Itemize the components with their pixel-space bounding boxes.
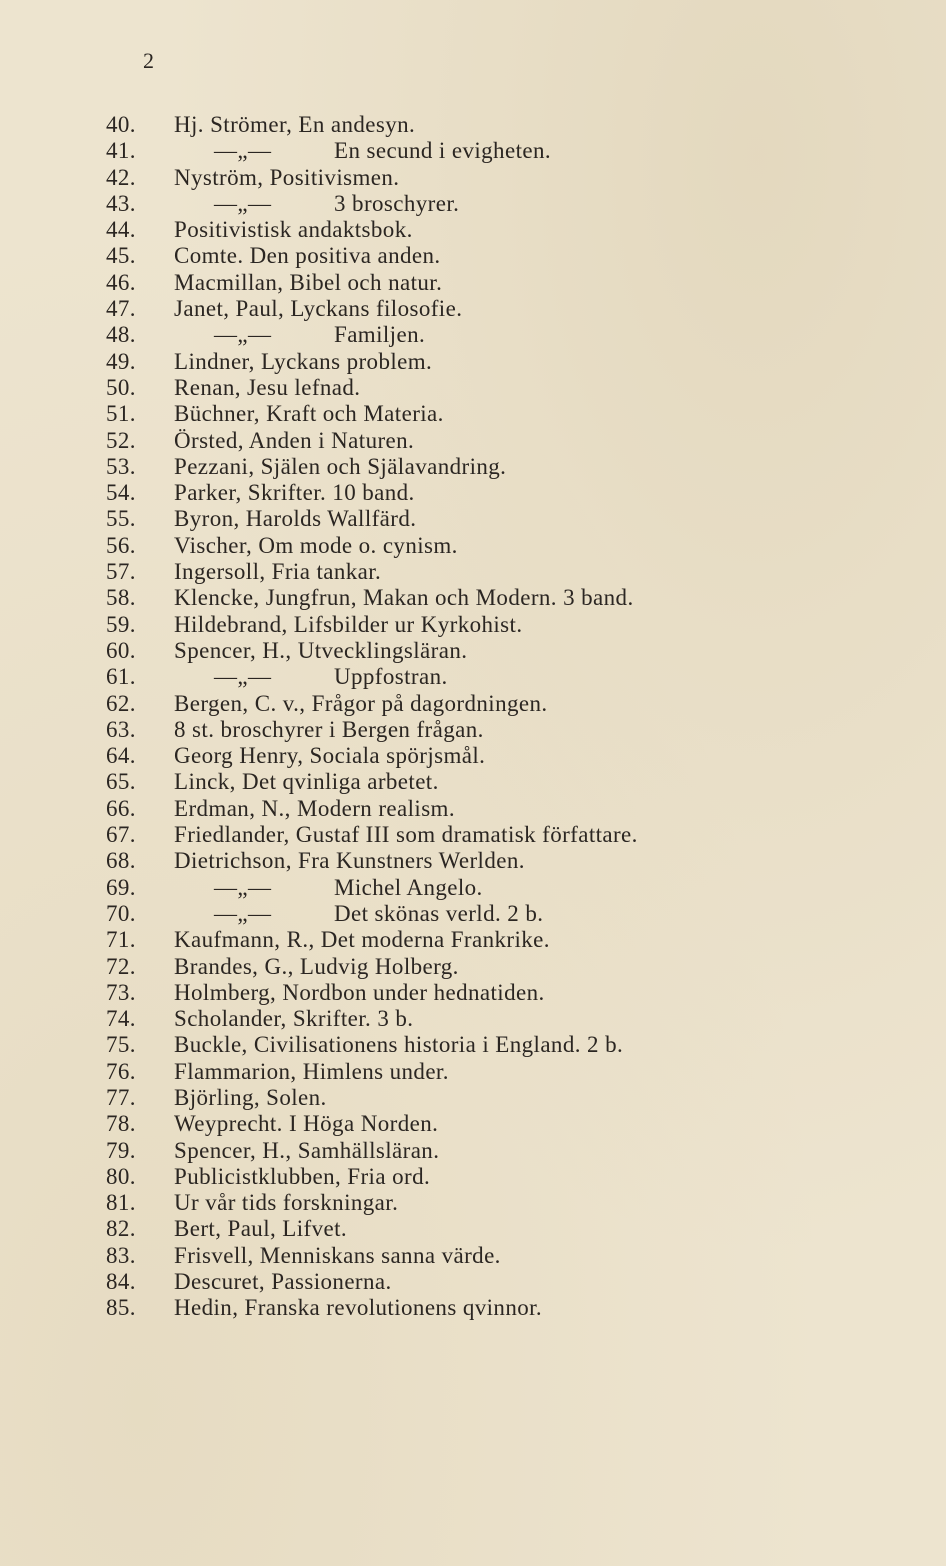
ditto-mark: —„— <box>214 190 272 216</box>
item-title: Weyprecht. I Höga Norden. <box>174 1111 439 1137</box>
page-number: 2 <box>143 48 154 73</box>
list-item <box>106 1032 638 1058</box>
ditto-mark: —„— <box>214 322 272 348</box>
item-number: 70. <box>106 900 136 926</box>
item-title: Parker, Skrifter. 10 band. <box>174 480 415 506</box>
item-number: 76. <box>106 1058 136 1084</box>
item-number: 84. <box>106 1269 136 1295</box>
item-number: 58. <box>106 585 136 611</box>
item-title: Bert, Paul, Lifvet. <box>174 1216 348 1242</box>
item-title: Nyström, Positivismen. <box>174 164 400 190</box>
item-title: 8 st. broschyrer i Bergen frågan. <box>174 716 484 742</box>
book-list <box>106 112 638 1322</box>
item-number: 46. <box>106 269 136 295</box>
ditto-mark: —„— <box>214 900 272 926</box>
list-item <box>106 1216 638 1242</box>
list-item <box>106 875 638 901</box>
item-title: Byron, Harolds Wallfärd. <box>174 506 417 532</box>
list-item <box>106 927 638 953</box>
list-item <box>106 533 638 559</box>
item-number: 65. <box>106 769 136 795</box>
list-item <box>106 1085 638 1111</box>
item-number: 63. <box>106 716 136 742</box>
list-item <box>106 270 638 296</box>
item-number: 44. <box>106 217 136 243</box>
item-number: 41. <box>106 138 136 164</box>
list-item <box>106 322 638 348</box>
list-item <box>106 638 638 664</box>
item-title: Spencer, H., Utvecklingsläran. <box>174 637 468 663</box>
list-item <box>106 165 638 191</box>
item-number: 43. <box>106 190 136 216</box>
list-item <box>106 1111 638 1137</box>
item-number: 83. <box>106 1242 136 1268</box>
item-title: Erdman, N., Modern realism. <box>174 795 455 821</box>
item-number: 74. <box>106 1006 136 1032</box>
list-item <box>106 980 638 1006</box>
item-number: 80. <box>106 1163 136 1189</box>
item-number: 78. <box>106 1111 136 1137</box>
list-item <box>106 1006 638 1032</box>
item-title: Spencer, H., Samhällsläran. <box>174 1137 440 1163</box>
item-title: Ingersoll, Fria tankar. <box>174 559 382 585</box>
ditto-mark: —„— <box>214 138 272 164</box>
item-number: 51. <box>106 401 136 427</box>
item-title: Ur vår tids forskningar. <box>174 1190 399 1216</box>
list-item <box>106 901 638 927</box>
list-item <box>106 243 638 269</box>
list-item <box>106 585 638 611</box>
list-item <box>106 612 638 638</box>
list-item <box>106 401 638 427</box>
item-title: Renan, Jesu lefnad. <box>174 374 361 400</box>
item-number: 47. <box>106 296 136 322</box>
list-item <box>106 349 638 375</box>
list-item <box>106 717 638 743</box>
item-title: Flammarion, Himlens under. <box>174 1058 449 1084</box>
item-title: Comte. Den positiva anden. <box>174 243 441 269</box>
list-item <box>106 112 638 138</box>
item-number: 52. <box>106 427 136 453</box>
item-title: En secund i evigheten. <box>334 138 552 164</box>
item-title: Hildebrand, Lifsbilder ur Kyrkohist. <box>174 611 523 637</box>
item-title: Vischer, Om mode o. cynism. <box>174 532 458 558</box>
item-title: Buckle, Civilisationens historia i England. 2 b. <box>174 1032 624 1058</box>
item-number: 62. <box>106 690 136 716</box>
item-title: Kaufmann, R., Det moderna Frankrike. <box>174 927 550 953</box>
list-item <box>106 428 638 454</box>
list-item <box>106 664 638 690</box>
item-title: Publicistklubben, Fria ord. <box>174 1163 431 1189</box>
item-title: Janet, Paul, Lyckans filosofie. <box>174 296 463 322</box>
item-number: 50. <box>106 374 136 400</box>
list-item <box>106 743 638 769</box>
item-title: Pezzani, Själen och Själavandring. <box>174 453 507 479</box>
item-number: 68. <box>106 848 136 874</box>
list-item <box>106 1295 638 1321</box>
item-number: 71. <box>106 927 136 953</box>
list-item <box>106 506 638 532</box>
item-number: 77. <box>106 1084 136 1110</box>
list-item <box>106 1059 638 1085</box>
list-item <box>106 138 638 164</box>
item-title: Dietrichson, Fra Kunstners Werlden. <box>174 848 525 874</box>
list-item <box>106 375 638 401</box>
item-number: 59. <box>106 611 136 637</box>
list-item <box>106 1269 638 1295</box>
item-number: 81. <box>106 1190 136 1216</box>
item-title: Macmillan, Bibel och natur. <box>174 269 443 295</box>
list-item <box>106 1190 638 1216</box>
item-title: Uppfostran. <box>334 664 448 690</box>
item-number: 45. <box>106 243 136 269</box>
item-title: Georg Henry, Sociala spörjsmål. <box>174 743 486 769</box>
item-number: 57. <box>106 559 136 585</box>
list-item <box>106 954 638 980</box>
item-number: 61. <box>106 664 136 690</box>
item-number: 67. <box>106 822 136 848</box>
item-number: 54. <box>106 480 136 506</box>
item-number: 85. <box>106 1295 136 1321</box>
item-title: Örsted, Anden i Naturen. <box>174 427 415 453</box>
item-title: Scholander, Skrifter. 3 b. <box>174 1006 414 1032</box>
item-number: 69. <box>106 874 136 900</box>
item-title: Positivistisk andaktsbok. <box>174 217 413 243</box>
item-number: 66. <box>106 795 136 821</box>
item-title: Brandes, G., Ludvig Holberg. <box>174 953 459 979</box>
list-item <box>106 1164 638 1190</box>
item-number: 42. <box>106 164 136 190</box>
list-item <box>106 691 638 717</box>
item-title: Björling, Solen. <box>174 1084 327 1110</box>
item-title: 3 broschyrer. <box>334 190 460 216</box>
list-item <box>106 1138 638 1164</box>
list-item <box>106 1243 638 1269</box>
item-title: Holmberg, Nordbon under hednatiden. <box>174 979 545 1005</box>
item-number: 40. <box>106 112 136 137</box>
item-number: 49. <box>106 348 136 374</box>
item-title: Familjen. <box>334 322 426 348</box>
item-number: 53. <box>106 453 136 479</box>
item-title: Hj. Strömer, En andesyn. <box>174 112 416 137</box>
ditto-mark: —„— <box>214 664 272 690</box>
item-title: Friedlander, Gustaf III som dramatisk författare. <box>174 822 638 848</box>
list-item <box>106 480 638 506</box>
list-item <box>106 454 638 480</box>
item-number: 64. <box>106 743 136 769</box>
item-title: Frisvell, Menniskans sanna värde. <box>174 1242 501 1268</box>
item-number: 56. <box>106 532 136 558</box>
item-number: 72. <box>106 953 136 979</box>
item-number: 79. <box>106 1137 136 1163</box>
list-item <box>106 559 638 585</box>
item-title: Michel Angelo. <box>334 874 483 900</box>
ditto-mark: —„— <box>214 874 272 900</box>
item-number: 82. <box>106 1216 136 1242</box>
item-number: 60. <box>106 637 136 663</box>
item-title: Descuret, Passionerna. <box>174 1269 392 1295</box>
list-item <box>106 848 638 874</box>
list-item <box>106 769 638 795</box>
list-item <box>106 191 638 217</box>
item-title: Klencke, Jungfrun, Makan och Modern. 3 band. <box>174 585 634 611</box>
item-number: 55. <box>106 506 136 532</box>
item-title: Lindner, Lyckans problem. <box>174 348 433 374</box>
list-item <box>106 796 638 822</box>
list-item <box>106 296 638 322</box>
item-title: Det skönas verld. 2 b. <box>334 900 544 926</box>
item-number: 73. <box>106 979 136 1005</box>
item-title: Büchner, Kraft och Materia. <box>174 401 444 427</box>
list-item <box>106 217 638 243</box>
item-number: 48. <box>106 322 136 348</box>
item-number: 75. <box>106 1032 136 1058</box>
item-title: Hedin, Franska revolutionens qvinnor. <box>174 1295 543 1321</box>
item-title: Bergen, C. v., Frågor på dagordningen. <box>174 690 548 716</box>
list-item <box>106 822 638 848</box>
item-title: Linck, Det qvinliga arbetet. <box>174 769 439 795</box>
